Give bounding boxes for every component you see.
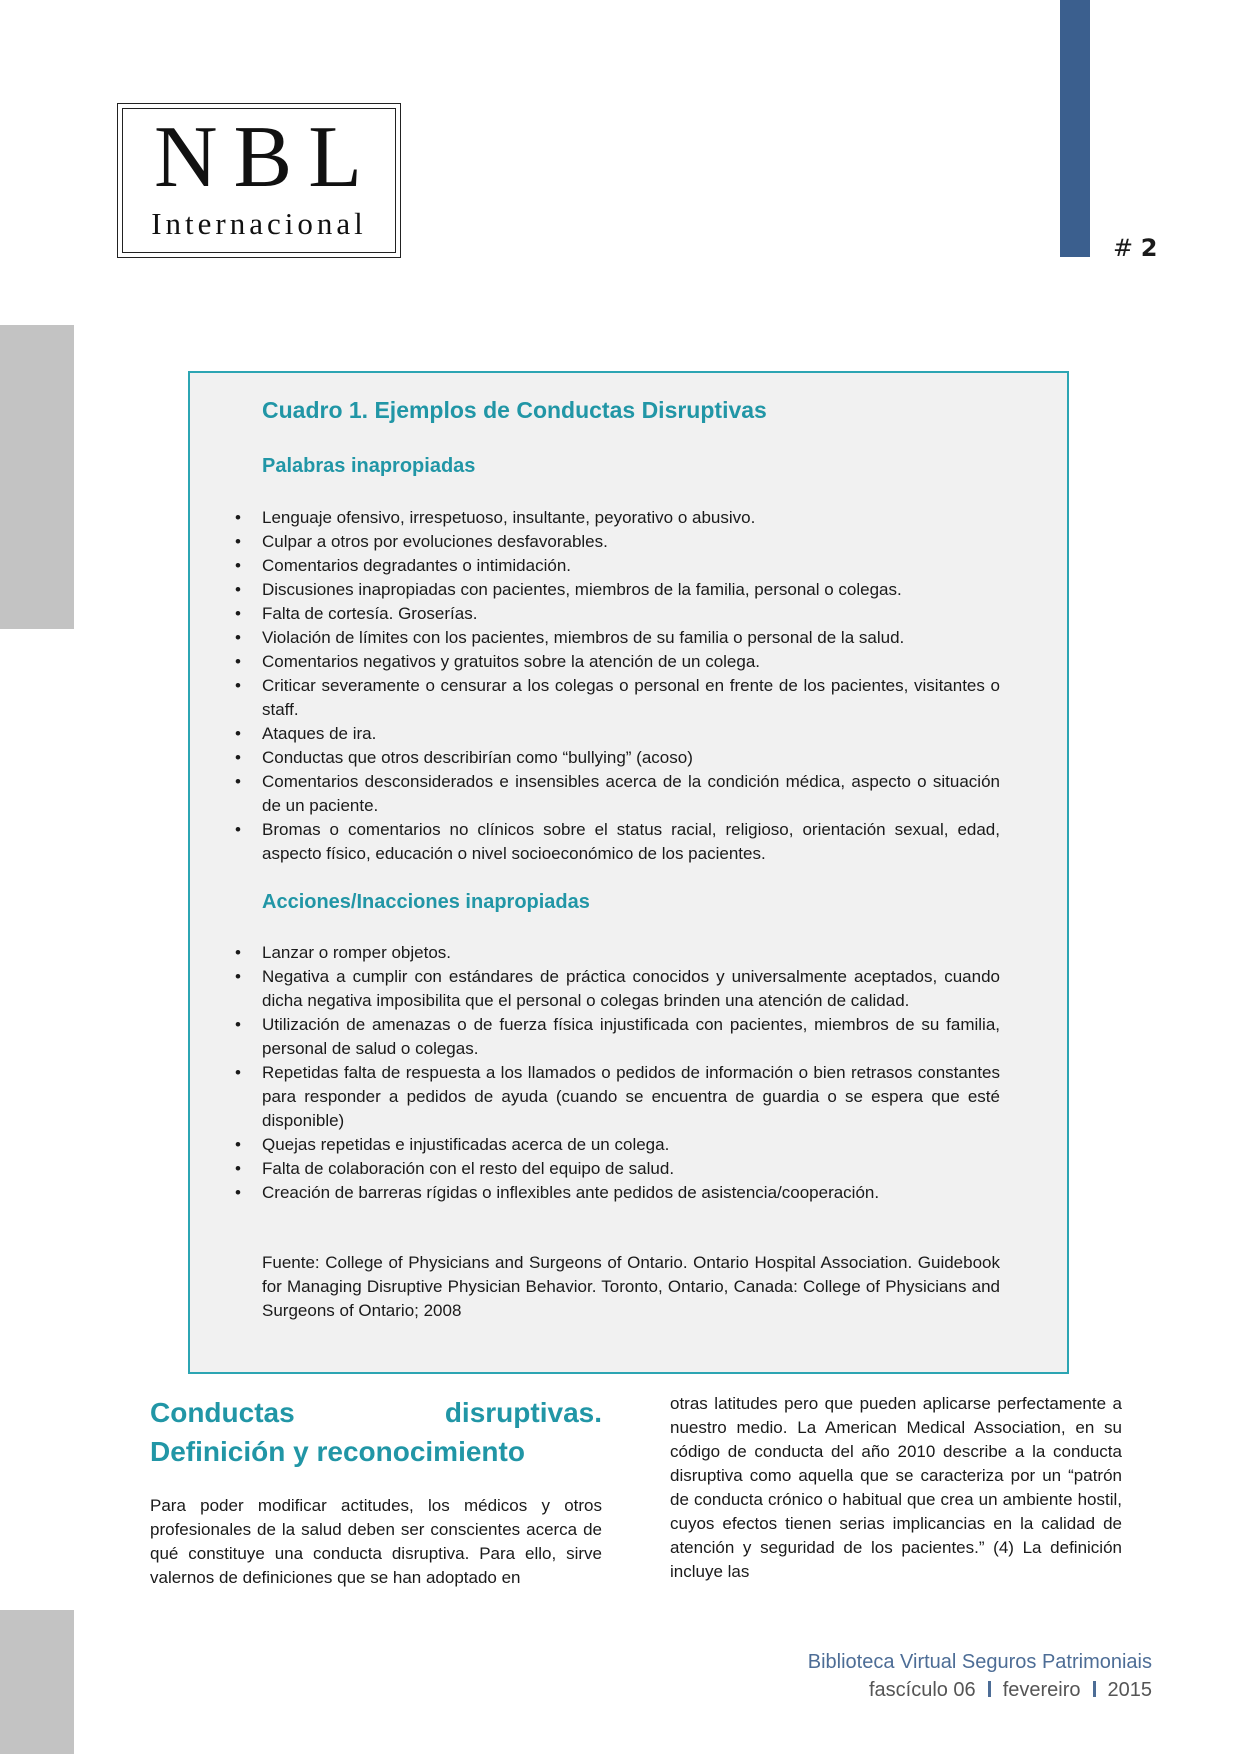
cuadro-box — [188, 371, 1069, 1374]
cuadro-title: Cuadro 1. Ejemplos de Conductas Disruptivas — [262, 397, 767, 423]
list-item: • Falta de colaboración con el resto del equipo de salud. — [262, 1157, 1000, 1181]
list-item: • Lenguaje ofensivo, irrespetuoso, insultante, peyorativo o abusivo. — [262, 506, 1000, 530]
page-number-value: 2 — [1140, 234, 1158, 262]
section2-list — [262, 941, 1000, 1205]
list-item: • Criticar severamente o censurar a los colegas o personal en frente de los pacientes, visitantes o staff. — [262, 674, 1000, 722]
article-right-column: otras latitudes pero que pueden aplicarse perfectamente a nuestro medio. La American Medical Association, en su código de conducta del año 2010 describe a la conducta disruptiva como aquella que se caracteriza por un “patrón de conducta crónico o habitual que crea un ambiente hostil, cuyos efectos tienen serias implicancias en la calidad de atención y seguridad de los pacientes.” (4) La definición incluye las — [670, 1394, 1122, 1581]
list-item: • Utilización de amenazas o de fuerza física injustificada con pacientes, miembros de su familia, personal de salud o colegas. — [262, 1013, 1000, 1061]
list-item: • Discusiones inapropiadas con pacientes, miembros de la familia, personal o colegas. — [262, 578, 1000, 602]
cuadro-source: Fuente: College of Physicians and Surgeons of Ontario. Ontario Hospital Association. Guidebook for Managing Disruptive Physician Behavior. Toronto, Ontario, Canada: College of Physicians and Surgeons of Ontario; 2008 — [262, 1253, 1000, 1320]
list-item: • Falta de cortesía. Groserías. — [262, 602, 1000, 626]
list-item: • Ataques de ira. — [262, 722, 1000, 746]
article-title: Conductas disruptivas. Definición y reconocimiento — [150, 1397, 602, 1467]
footer-year: 2015 — [1107, 1679, 1152, 1701]
list-item: • Negativa a cumplir con estándares de práctica conocidos y universalmente aceptados, cuando dicha negativa imposibilita que el personal o colegas brinden una atención de calidad. — [262, 965, 1000, 1013]
footer-separator — [1093, 1681, 1096, 1697]
page-number-hash: # — [1113, 234, 1134, 262]
section1-list — [262, 506, 1000, 866]
list-item: • Repetidas falta de respuesta a los llamados o pedidos de información o bien retrasos constantes para responder a pedidos de ayuda (cuando se encuentra de guardia o se espera que esté disponible) — [262, 1061, 1000, 1133]
list-item: • Bromas o comentarios no clínicos sobre el status racial, religioso, orientación sexual, edad, aspecto físico, educación o nivel socioeconómico de los pacientes. — [262, 818, 1000, 866]
section1-title: Palabras inapropiadas — [262, 455, 476, 477]
side-grey-bar-top — [0, 325, 74, 629]
footer-separator — [988, 1681, 991, 1697]
footer — [808, 1648, 1152, 1704]
side-grey-bar-bottom — [0, 1610, 74, 1754]
list-item: • Lanzar o romper objetos. — [262, 941, 1000, 965]
list-item: • Comentarios negativos y gratuitos sobre la atención de un colega. — [262, 650, 1000, 674]
list-item: • Violación de límites con los pacientes, miembros de su familia o personal de la salud. — [262, 626, 1000, 650]
list-item: • Creación de barreras rígidas o inflexibles ante pedidos de asistencia/cooperación. — [262, 1181, 1000, 1205]
list-item: • Comentarios desconsiderados e insensibles acerca de la condición médica, aspecto o situación de un paciente. — [262, 770, 1000, 818]
nbl-logo — [117, 103, 401, 258]
section2-title: Acciones/Inacciones inapropiadas — [262, 891, 590, 913]
logo-main-text: NBL — [154, 109, 378, 206]
footer-fasciculo: fascículo 06 — [868, 1679, 976, 1701]
footer-month: fevereiro — [1002, 1679, 1081, 1701]
list-item: • Comentarios degradantes o intimidación. — [262, 554, 1000, 578]
footer-issue — [808, 1676, 1152, 1704]
article-left-column: Para poder modificar actitudes, los médicos y otros profesionales de la salud deben ser conscientes acerca de qué constituye una conducta disruptiva. Para ello, sirve valernos de definiciones que se han adoptado en — [150, 1496, 602, 1587]
page-number — [1113, 234, 1157, 262]
footer-publication: Biblioteca Virtual Seguros Patrimoniais — [807, 1651, 1152, 1673]
list-item: • Culpar a otros por evoluciones desfavorables. — [262, 530, 1000, 554]
logo-sub-text: Internacional — [151, 206, 367, 241]
list-item: • Conductas que otros describirían como “bullying” (acoso) — [262, 746, 1000, 770]
list-item: • Quejas repetidas e injustificadas acerca de un colega. — [262, 1133, 1000, 1157]
header-blue-bar — [1060, 0, 1090, 257]
